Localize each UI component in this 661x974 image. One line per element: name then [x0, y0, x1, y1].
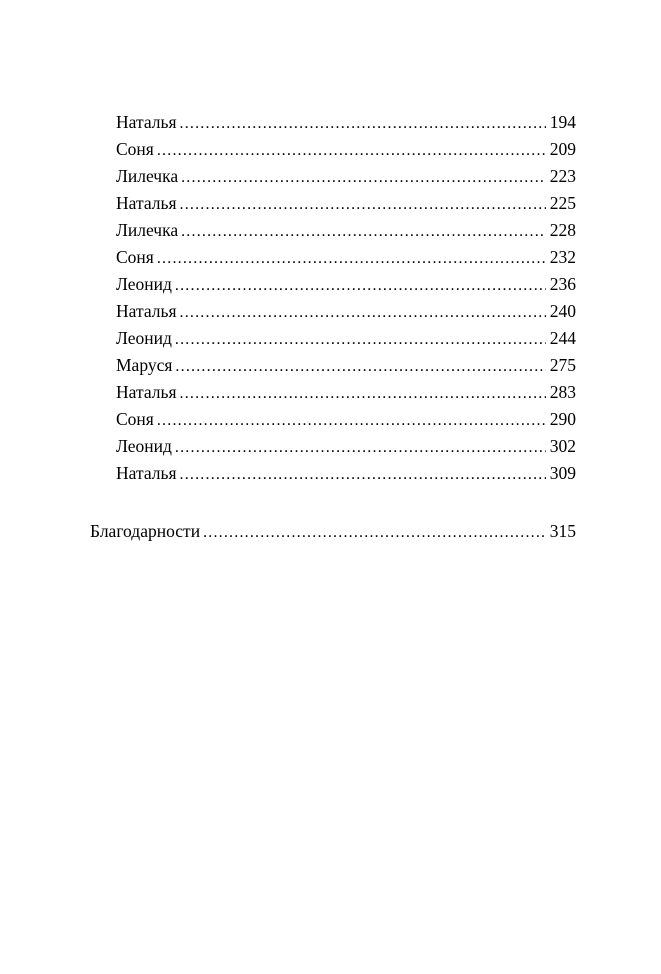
- dot-leader: [175, 274, 546, 298]
- dot-leader: [175, 355, 545, 379]
- dot-leader: [180, 301, 546, 325]
- toc-entry-page: 275: [549, 355, 576, 375]
- toc-entry: [116, 407, 576, 431]
- toc-entry-title: Лилечка: [116, 166, 179, 186]
- toc-entry: [116, 137, 576, 161]
- dot-leader: [175, 436, 546, 460]
- toc-entry-page: 240: [549, 301, 576, 321]
- dot-leader: [180, 382, 546, 406]
- toc-entry: [116, 110, 576, 134]
- toc-entry-title: Маруся: [116, 355, 173, 375]
- dot-leader: [181, 220, 546, 244]
- toc-entry-page: 283: [549, 382, 576, 402]
- toc-entry: [116, 299, 576, 323]
- dot-leader: [203, 521, 546, 545]
- dot-leader: [175, 328, 546, 352]
- toc-entry-acknowledgements: [90, 519, 576, 543]
- toc-entry: [116, 353, 576, 377]
- toc-entry: [116, 191, 576, 215]
- dot-leader: [157, 139, 546, 163]
- toc-entry-page: 225: [549, 193, 576, 213]
- toc-entry-page: 290: [549, 409, 576, 429]
- toc-entry: [116, 218, 576, 242]
- toc-entry: [116, 461, 576, 485]
- toc-entry-page: 228: [549, 220, 576, 240]
- toc-entry-page: 315: [549, 521, 576, 541]
- toc-entry-title: Лилечка: [116, 220, 179, 240]
- toc-entry-page: 194: [549, 112, 576, 132]
- toc-entry-title: Соня: [116, 139, 154, 159]
- toc-entry-page: 302: [549, 436, 576, 456]
- dot-leader: [157, 409, 546, 433]
- toc-entry-page: 244: [549, 328, 576, 348]
- toc-entry-title: Наталья: [116, 382, 177, 402]
- toc-entry-page: 236: [549, 274, 576, 294]
- dot-leader: [157, 247, 546, 271]
- toc-entry: [116, 272, 576, 296]
- toc-entry-title: Наталья: [116, 112, 177, 132]
- toc-entry: [116, 434, 576, 458]
- toc-entry: [116, 245, 576, 269]
- dot-leader: [180, 112, 546, 136]
- toc-entry-title: Леонид: [116, 328, 172, 348]
- toc-entry-title: Леонид: [116, 274, 172, 294]
- toc-entry-page: 309: [549, 463, 576, 483]
- toc-entry-page: 223: [549, 166, 576, 186]
- toc-entry-title: Леонид: [116, 436, 172, 456]
- dot-leader: [181, 166, 546, 190]
- dot-leader: [180, 193, 546, 217]
- toc-entry-title: Соня: [116, 247, 154, 267]
- toc-entry-title: Благодарности: [90, 521, 201, 541]
- toc-entry: [116, 164, 576, 188]
- toc-entry-title: Наталья: [116, 193, 177, 213]
- toc-entry-title: Наталья: [116, 463, 177, 483]
- toc-entry-page: 232: [549, 247, 576, 267]
- toc-entry-title: Соня: [116, 409, 154, 429]
- toc-entry: [116, 326, 576, 350]
- toc-entry: [116, 380, 576, 404]
- toc-entry-page: 209: [549, 139, 576, 159]
- dot-leader: [180, 463, 546, 487]
- toc-entry-title: Наталья: [116, 301, 177, 321]
